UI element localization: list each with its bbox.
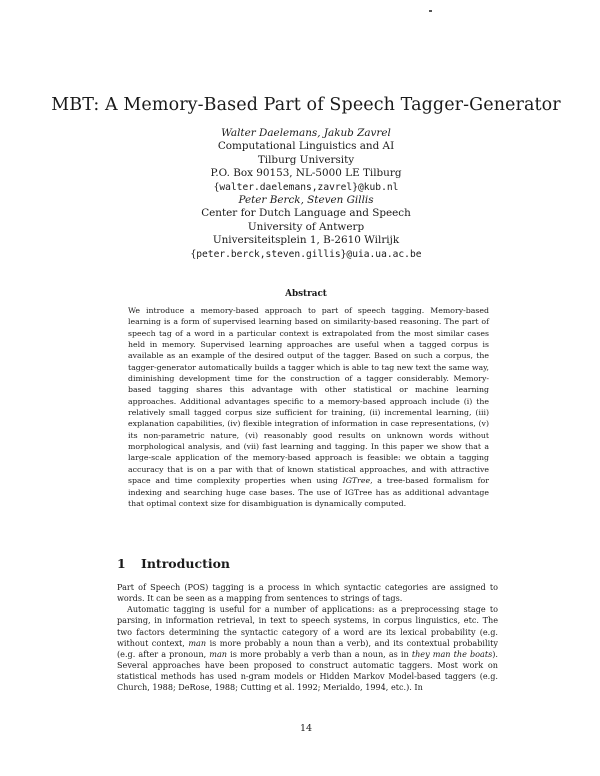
body-paragraph-1: Part of Speech (POS) tagging is a process in which syntactic categories are assigned to words. It can be seen as a mapping from sentences to strings of tags. (117, 582, 498, 604)
example-sentence: they man the boats (411, 648, 493, 659)
affiliation-univ-2: University of Antwerp (247, 220, 365, 233)
author-email-1: {walter.daelemans,zavrel}@kub.nl (213, 181, 399, 193)
section-body (117, 582, 498, 694)
abstract-text-part-2: , a tree-based formalism for indexing and searching huge case bases. The use of IGTree has as additional advantage that optimal context size for disambiguation is dynamically computed. (128, 476, 489, 508)
affiliation-univ-1: Tilburg University (257, 153, 355, 166)
author-names-2: Peter Berck, Steven Gillis (238, 194, 374, 207)
para2-part-d: ). Several approaches have been proposed to construct automatic taggers. Most work on statistical methods has used n-gram models or Hidden Markov Model-based taggers (e.g. Church, 1988; DeRose, 1988; Cutting et al. 1992; Merialdo, 1994, etc.). In (117, 648, 498, 693)
para2-part-a: Automatic tagging is useful for a number of applications: as a preprocessing stage to parsing, in information retrieval, in text to speech systems, in corpus linguistics, etc. The two factors determining the syntactic category of a word are its lexical probability (e.g. without context, (117, 604, 498, 648)
affiliation-address-1: P.O. Box 90153, NL-5000 LE Tilburg (210, 167, 402, 180)
example-word-man-2: man (209, 648, 227, 659)
author-block (0, 127, 600, 261)
para2-part-b: is more probably a noun than a verb), and its contextual probability (e.g. after a pronoun, (117, 637, 498, 659)
body-paragraph-2 (117, 604, 498, 693)
scan-artifact (429, 10, 432, 12)
abstract-text-part-1: We introduce a memory-based approach to part of speech tagging. Memory-based learning is a form of supervised learning based on similarity-based reasoning. The part of speech tag of a word in a particular context is extrapolated from the most similar cases held in memory. Supervised learning approaches are useful when a tagged corpus is available as an example of the desired output of the tagger. Based on such a corpus, the tagger-generator automatically builds a tagger which is able to tag new text the same way, diminishing development time for the construction of a tagger considerably. Memory-based tagging shares this advantage with other statistical or machine learning approaches. Additional advantages specific to a memory-based approach include (i) the relatively small tagged corpus size sufficient for training, (ii) incremental learning, (iii) explanation capabilities, (iv) flexible integration of information in case representations, (v) its non-parametric nature, (vi) reasonably good results on unknown words without morphological analysis, and (vii) fast learning and tagging. In this paper we show that a large-scale application of the memory-based approach is feasible: we obtain a tagging accuracy that is on a par with that of known statistical approaches, and with attractive space and time complexity properties when using (128, 306, 489, 486)
abstract-igtree-term: IGTree (342, 476, 371, 486)
section-heading (117, 556, 230, 571)
abstract-heading: Abstract (285, 289, 327, 299)
affiliation-dept-1: Computational Linguistics and AI (217, 140, 395, 153)
author-names-1: Walter Daelemans, Jakub Zavrel (221, 127, 391, 139)
paper-title: MBT: A Memory-Based Part of Speech Tagger-Generator (51, 95, 561, 115)
affiliation-address-2: Universiteitsplein 1, B-2610 Wilrijk (212, 234, 400, 247)
abstract-text (128, 305, 489, 509)
page-number: 14 (299, 723, 313, 734)
affiliation-dept-2: Center for Dutch Language and Speech (201, 207, 411, 220)
section-title: Introduction (141, 556, 231, 571)
section-number: 1 (117, 556, 126, 571)
para2-part-c: is more probably a verb than a noun, as in (227, 648, 412, 659)
example-word-man-1: man (188, 637, 207, 648)
author-email-2: {peter.berck,steven.gillis}@uia.ua.ac.be (190, 248, 422, 260)
